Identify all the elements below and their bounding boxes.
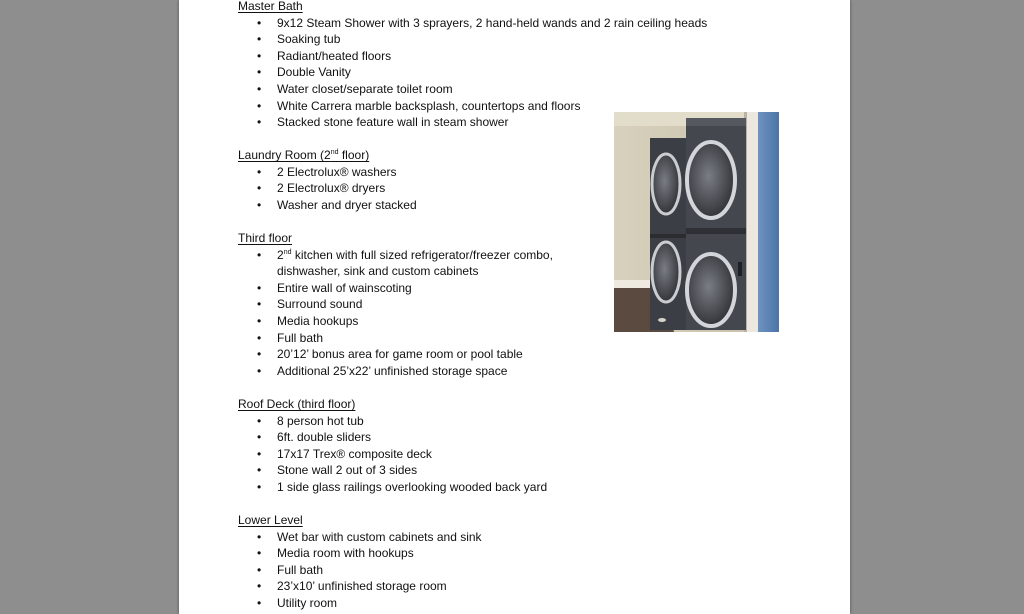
list-item-text: 23’x10’ unfinished storage room — [277, 579, 447, 594]
bullet-list — [238, 164, 417, 214]
list-item — [238, 164, 417, 181]
laundry-photo — [614, 112, 779, 332]
section-heading: Lower Level — [238, 513, 303, 527]
list-item — [238, 330, 553, 347]
bullet-glyph: • — [257, 98, 262, 113]
list-item-text: Soaking tub — [277, 32, 341, 47]
list-item — [238, 247, 553, 280]
bullet-glyph: • — [257, 413, 262, 428]
list-item-text: Media room with hookups — [277, 546, 414, 561]
list-item — [238, 31, 707, 48]
bullet-glyph: • — [257, 164, 262, 179]
bullet-glyph: • — [257, 48, 262, 63]
bullet-glyph: • — [257, 562, 262, 577]
list-item — [238, 48, 707, 65]
list-item-text: 20’12’ bonus area for game room or pool table — [277, 347, 523, 362]
list-item-continuation: dishwasher, sink and custom cabinets — [277, 264, 479, 279]
bullet-glyph: • — [257, 430, 262, 445]
list-item — [238, 197, 417, 214]
list-item — [238, 81, 707, 98]
list-item — [238, 413, 547, 430]
bullet-glyph: • — [257, 247, 262, 262]
section-heading — [238, 147, 417, 164]
section-laundry-room — [238, 147, 417, 213]
list-item-text: Water closet/separate toilet room — [277, 81, 453, 96]
bullet-list — [238, 529, 482, 612]
list-item-text: kitchen with full sized refrigerator/freezer combo, — [291, 247, 553, 262]
section-third-floor — [238, 230, 553, 379]
bullet-list — [238, 413, 547, 496]
ordinal-suffix: nd — [330, 149, 339, 156]
list-item-text: Full bath — [277, 562, 324, 577]
list-item — [238, 429, 547, 446]
document-page — [179, 0, 850, 614]
list-item — [238, 15, 707, 32]
bullet-glyph: • — [257, 197, 262, 212]
bullet-list — [238, 247, 553, 380]
list-item-text: Radiant/heated floors — [277, 48, 392, 63]
section-lower-level — [238, 512, 482, 612]
bullet-glyph: • — [257, 363, 262, 378]
list-item-text: 2 Electrolux® washers — [277, 164, 397, 179]
ordinal-suffix: nd — [283, 248, 292, 256]
bullet-glyph: • — [257, 546, 262, 561]
bullet-glyph: • — [257, 297, 262, 312]
list-item — [238, 578, 482, 595]
section-heading: Master Bath — [238, 0, 303, 13]
list-item — [238, 545, 482, 562]
list-item-text: Utility room — [277, 595, 338, 610]
list-item-text: 1 side glass railings overlooking wooded back yard — [277, 479, 548, 494]
bullet-glyph: • — [257, 81, 262, 96]
heading-text: Laundry Room (2 — [238, 148, 331, 162]
bullet-glyph: • — [257, 446, 262, 461]
bullet-glyph: • — [257, 595, 262, 610]
bullet-glyph: • — [257, 529, 262, 544]
list-item-text: 2 — [277, 247, 284, 262]
section-heading: Third floor — [238, 231, 293, 245]
list-item — [238, 296, 553, 313]
list-item-text: Stacked stone feature wall in steam shower — [277, 115, 509, 130]
list-item-text: 8 person hot tub — [277, 413, 364, 428]
list-item-text: 9x12 Steam Shower with 3 sprayers, 2 hand-held wands and 2 rain ceiling heads — [277, 15, 708, 30]
section-heading: Roof Deck (third floor) — [238, 397, 356, 411]
bullet-glyph: • — [257, 579, 262, 594]
bullet-glyph: • — [257, 65, 262, 80]
heading-text: floor) — [338, 148, 370, 162]
list-item — [238, 313, 553, 330]
list-item — [238, 180, 417, 197]
list-item-text: 17x17 Trex® composite deck — [277, 446, 432, 461]
list-item-text: Entire wall of wainscoting — [277, 280, 412, 295]
list-item-text: Stone wall 2 out of 3 sides — [277, 463, 418, 478]
section-roof-deck — [238, 396, 547, 496]
bullet-glyph: • — [257, 347, 262, 362]
bullet-glyph: • — [257, 15, 262, 30]
list-item — [238, 64, 707, 81]
list-item-text: Surround sound — [277, 297, 363, 312]
bullet-glyph: • — [257, 330, 262, 345]
bullet-glyph: • — [257, 463, 262, 478]
list-item-text: Additional 25’x22’ unfinished storage space — [277, 363, 508, 378]
bullet-glyph: • — [257, 181, 262, 196]
list-item-text: 6ft. double sliders — [277, 430, 372, 445]
bullet-glyph: • — [257, 32, 262, 47]
bullet-glyph: • — [257, 313, 262, 328]
list-item — [238, 479, 547, 496]
list-item-text: White Carrera marble backsplash, countertops and floors — [277, 98, 581, 113]
bullet-glyph: • — [257, 115, 262, 130]
list-item — [238, 595, 482, 612]
list-item — [238, 280, 553, 297]
list-item — [238, 529, 482, 546]
list-item — [238, 562, 482, 579]
list-item-text: Double Vanity — [277, 65, 351, 80]
list-item-text: Full bath — [277, 330, 324, 345]
list-item-text: Wet bar with custom cabinets and sink — [277, 529, 482, 544]
bullet-glyph: • — [257, 280, 262, 295]
list-item — [238, 346, 553, 363]
list-item — [238, 363, 553, 380]
list-item — [238, 462, 547, 479]
list-item-text: Washer and dryer stacked — [277, 197, 417, 212]
list-item — [238, 446, 547, 463]
list-item-text: 2 Electrolux® dryers — [277, 181, 386, 196]
list-item-text: Media hookups — [277, 313, 359, 328]
bullet-glyph: • — [257, 479, 262, 494]
